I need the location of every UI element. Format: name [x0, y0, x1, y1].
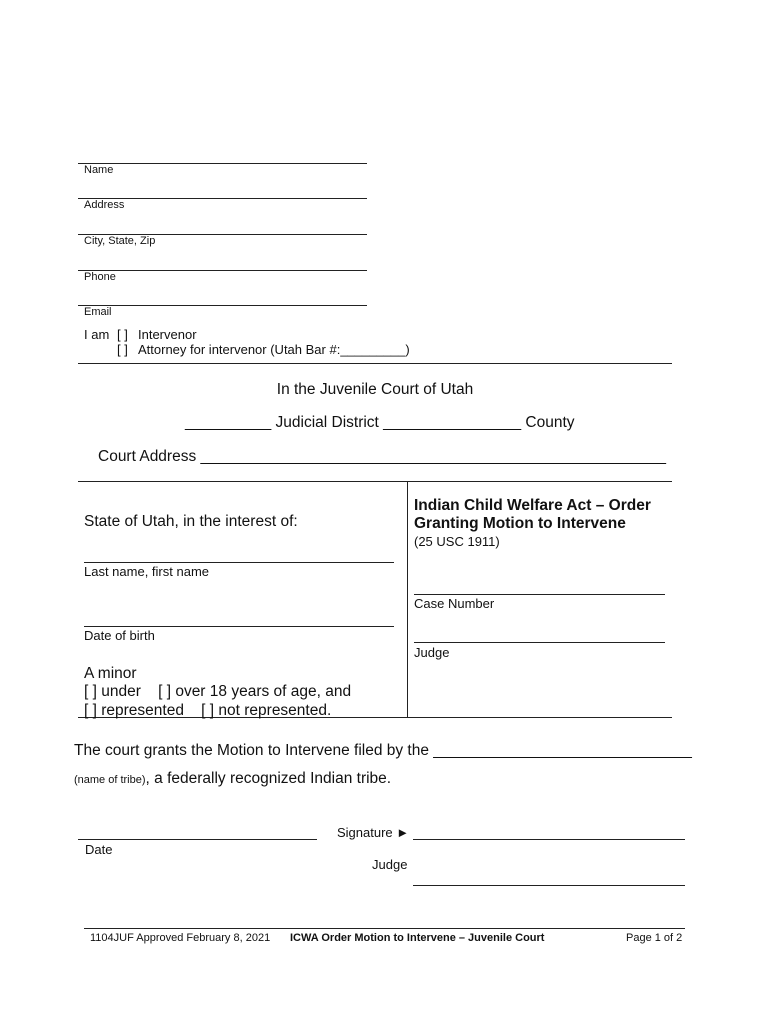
city-state-zip-label: City, State, Zip	[84, 235, 156, 247]
phone-label: Phone	[84, 271, 116, 283]
form-title: ICWA Order Motion to Intervene – Juvenile Court	[290, 932, 545, 944]
footer-divider	[84, 928, 685, 929]
judge-signature-label: Judge	[372, 857, 408, 872]
phone-line[interactable]	[78, 270, 367, 271]
district-line[interactable]: __________ Judicial District ________________ County	[185, 414, 575, 431]
attorney-checkbox[interactable]: [ ]	[117, 342, 128, 357]
age-checkboxes[interactable]: [ ] under [ ] over 18 years of age, and	[84, 683, 352, 700]
tribe-hint: (name of tribe)	[74, 774, 146, 786]
case-number-line[interactable]	[414, 594, 665, 595]
last-first-name-label: Last name, first name	[84, 564, 209, 579]
minor-label: A minor	[84, 665, 137, 682]
interest-of-label: State of Utah, in the interest of:	[84, 513, 298, 530]
signature-line[interactable]	[413, 839, 685, 840]
form-id: 1104JUF Approved February 8, 2021	[90, 932, 271, 944]
judge-label: Judge	[414, 645, 450, 660]
intervenor-checkbox[interactable]: [ ]	[117, 327, 128, 342]
order-text: The court grants the Motion to Intervene filed by the ______________________________	[74, 742, 692, 759]
attorney-label: Attorney for intervenor (Utah Bar #:_________)	[138, 342, 410, 357]
signature-label: Signature ►	[337, 825, 410, 840]
address-label: Address	[84, 199, 125, 211]
court-title: In the Juvenile Court of Utah	[276, 381, 474, 398]
date-label: Date	[85, 842, 113, 857]
judge-signature-line[interactable]	[413, 885, 685, 886]
document-title-line-1: Indian Child Welfare Act – Order	[414, 497, 651, 514]
intervenor-label: Intervenor	[138, 327, 197, 342]
caption-top-line	[78, 481, 672, 482]
page-number: Page 1 of 2	[626, 932, 683, 944]
minor-name-line[interactable]	[84, 562, 394, 563]
order-text-continued: , a federally recognized Indian tribe.	[145, 770, 392, 787]
caption-divider	[407, 481, 408, 717]
order-text-2	[74, 770, 391, 788]
statute-reference: (25 USC 1911)	[414, 534, 500, 549]
header-divider	[78, 363, 672, 364]
case-number-label: Case Number	[414, 596, 495, 611]
document-title-line-2: Granting Motion to Intervene	[414, 515, 626, 532]
name-line[interactable]	[78, 163, 367, 164]
judge-name-line[interactable]	[414, 642, 665, 643]
date-of-birth-label: Date of birth	[84, 628, 155, 643]
email-line[interactable]	[78, 305, 367, 306]
representation-checkboxes[interactable]: [ ] represented [ ] not represented.	[84, 702, 332, 719]
email-label: Email	[84, 306, 112, 318]
date-line[interactable]	[78, 839, 317, 840]
date-of-birth-line[interactable]	[84, 626, 394, 627]
name-label: Name	[84, 164, 114, 176]
i-am-label: I am	[84, 327, 110, 342]
court-address-line[interactable]: Court Address ______________________________________________________	[98, 448, 667, 465]
